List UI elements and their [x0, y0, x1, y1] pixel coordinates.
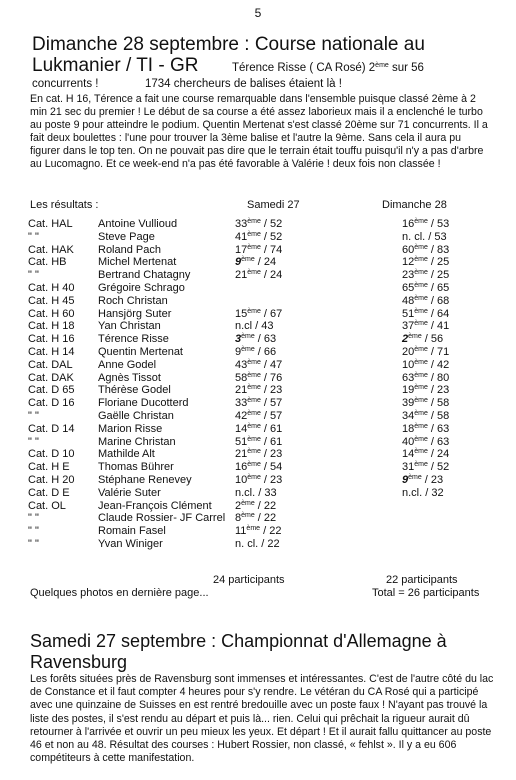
sunday-result-cell: 63ème / 80 [402, 371, 450, 384]
saturday-result-cell: 10ème / 23 [235, 473, 283, 486]
name-cell: Grégoire Schrago [98, 281, 185, 294]
category-cell: Cat. HAK [28, 243, 74, 256]
category-cell: Cat. H 16 [28, 333, 75, 346]
name-cell: Claude Rossier- JF Carrel [98, 512, 226, 525]
saturday-result-cell: 9ème / 24 [235, 256, 277, 269]
name-cell: Mathilde Alt [98, 448, 155, 461]
category-cell: " " [28, 230, 39, 243]
sunday-result-cell [402, 538, 492, 551]
category-cell: Cat. H 14 [28, 345, 75, 358]
sunday-result-cell: 19ème / 23 [402, 384, 450, 397]
results-row [28, 461, 492, 474]
sunday-header: Dimanche 28 [382, 199, 447, 211]
category-cell: Cat. D E [28, 486, 70, 499]
article2-paragraph: Les forêts situées près de Ravensburg sont immenses et intéressantes. C'est de l'autre côté du lac de Constance et il faut compter 4 heures pour s'y rendre. Le vétéran du CA Rosé qui a participé avec une quinzaine de Suisses en est rentré bredouille avec un poste faux ! N'ayant pas trouvé la liste des postes, il s'est rendu au départ et puis là... rien. Celui qui prêchait la rigueur aurait dû retourner à l'arrivée et ouvrir un peu mieux les yeux. Et départ ! Et il aurait fallu quittancer au poste 46 et non au 48. Résultat des courses : Hubert Rossier, non classé, « fehlst ». Il y a eu 606 compétiteurs à cette manifestation. [30, 673, 494, 765]
sunday-result-cell: 12ème / 25 [402, 256, 450, 269]
results-row [28, 359, 492, 372]
saturday-result-cell: n.cl / 43 [235, 320, 274, 333]
saturday-result-cell: 41ème / 52 [235, 230, 283, 243]
name-cell: Jean-François Clément [98, 499, 212, 512]
saturday-result-cell: 17ème / 74 [235, 243, 283, 256]
sunday-result-cell: 40ème / 63 [402, 435, 450, 448]
results-row [28, 448, 492, 461]
article1-title-line2: Lukmanier / TI - GR [32, 55, 199, 76]
results-row [28, 423, 492, 436]
name-cell: Marion Risse [98, 422, 163, 435]
results-row [28, 384, 492, 397]
category-cell: Cat. HB [28, 256, 67, 269]
results-row [28, 218, 492, 231]
saturday-result-cell: 3ème / 63 [235, 333, 277, 346]
saturday-result-cell: 11ème / 22 [235, 525, 282, 538]
name-cell: Steve Page [98, 230, 155, 243]
sunday-result-cell: 18ème / 63 [402, 422, 450, 435]
name-cell: Agnès Tissot [98, 371, 161, 384]
name-cell: Stéphane Renevey [98, 473, 192, 486]
results-row [28, 295, 492, 308]
results-row [28, 231, 492, 244]
sunday-result-cell: 2ème / 56 [402, 333, 444, 346]
saturday-result-cell: 15ème / 67 [235, 307, 283, 320]
saturday-result-cell: 21ème / 23 [235, 448, 283, 461]
saturday-result-cell: 42ème / 57 [235, 409, 283, 422]
page-number: 5 [254, 6, 262, 20]
category-cell: " " [28, 409, 39, 422]
category-cell: Cat. D 14 [28, 422, 75, 435]
name-cell: Michel Mertenat [98, 256, 177, 269]
results-row [28, 372, 492, 385]
article1-chercheurs: 1734 chercheurs de balises étaient là ! [145, 78, 342, 90]
results-table [28, 218, 492, 551]
sunday-result-cell: 10ème / 42 [402, 358, 450, 371]
sunday-participants: 22 participants [386, 574, 458, 586]
category-cell: Cat. H 18 [28, 320, 75, 333]
saturday-result-cell: 33ème / 52 [235, 218, 283, 230]
category-cell: Cat. DAL [28, 358, 73, 371]
name-cell: Floriane Ducotterd [98, 397, 189, 410]
article1-paragraph: En cat. H 16, Térence a fait une course remarquable dans l'ensemble puisque classé 2ème à 2 min 21 sec du premier ! Le début de sa course a été assez laborieux mais il a enclenché le turbo au poste 9 pour atteindre le podium. Quentin Mertenat s'est classé 20ème sur 71 concurrents. Il a fait deux boulettes : l'une pour trouver la 3ème balise et l'autre la 9ème. Sans cela il aura pu figurer dans le top ten. On ne pouvait pas dire que le terrain était touffu puisqu'il n'y a pas d'arbre au Lucomagno. Et ce week-end n'a pas été favorable à Valérie ! deux fois non classée ! [30, 93, 488, 170]
saturday-result-cell: 2ème / 22 [235, 499, 277, 512]
results-row [28, 500, 492, 513]
sunday-result-cell: n.cl. / 32 [402, 486, 444, 499]
results-row [28, 256, 492, 269]
name-cell: Térence Risse [98, 333, 169, 346]
results-row [28, 269, 492, 282]
sunday-result-cell [402, 500, 492, 513]
results-row [28, 525, 492, 538]
article2-title-line1: Samedi 27 septembre : Championnat d'Allemagne à [30, 631, 447, 651]
saturday-result-cell: 21ème / 23 [235, 384, 283, 397]
article1-author-note: Térence Risse ( CA Rosé) 2ème sur 56 [232, 62, 424, 74]
name-cell: Gaëlle Christan [98, 409, 174, 422]
name-cell: Roland Pach [98, 243, 161, 256]
category-cell: " " [28, 512, 39, 525]
results-row [28, 436, 492, 449]
results-row [28, 333, 492, 346]
results-row [28, 244, 492, 257]
name-cell: Quentin Mertenat [98, 345, 183, 358]
sunday-result-cell: 14ème / 24 [402, 448, 450, 461]
name-cell: Marine Christan [98, 435, 176, 448]
saturday-result-cell: n. cl. / 22 [235, 537, 280, 550]
sunday-result-cell: 48ème / 68 [402, 294, 450, 307]
saturday-result-cell: 58ème / 76 [235, 371, 283, 384]
results-row [28, 538, 492, 551]
sunday-result-cell: 51ème / 64 [402, 307, 450, 320]
saturday-result-cell: 33ème / 57 [235, 397, 283, 410]
name-cell: Thérèse Godel [98, 384, 171, 397]
category-cell: " " [28, 525, 39, 538]
results-label: Les résultats : [30, 199, 99, 211]
saturday-result-cell: 8ème / 22 [235, 512, 277, 525]
category-cell: Cat. D 65 [28, 384, 75, 397]
sunday-result-cell: 23ème / 25 [402, 269, 450, 282]
category-cell: Cat. H 20 [28, 473, 75, 486]
name-cell: Hansjörg Suter [98, 307, 172, 320]
name-cell: Romain Fasel [98, 525, 166, 538]
name-cell: Yvan Winiger [98, 537, 163, 550]
results-row [28, 487, 492, 500]
article1-title-line1: Dimanche 28 septembre : Course nationale au [32, 34, 425, 55]
category-cell: Cat. DAK [28, 371, 74, 384]
results-row [28, 410, 492, 423]
name-cell: Thomas Bührer [98, 461, 174, 474]
category-cell: " " [28, 269, 39, 282]
saturday-result-cell: 14ème / 61 [235, 422, 283, 435]
sunday-result-cell: 60ème / 83 [402, 243, 450, 256]
sunday-result-cell [402, 512, 492, 525]
category-cell: Cat. D 10 [28, 448, 75, 461]
category-cell: " " [28, 537, 39, 550]
category-cell: Cat. H 60 [28, 307, 75, 320]
results-row [28, 320, 492, 333]
category-cell: Cat. H 45 [28, 294, 75, 307]
sunday-result-cell: 34ème / 58 [402, 409, 450, 422]
saturday-result-cell [235, 295, 402, 308]
sunday-result-cell: 9ème / 23 [402, 473, 444, 486]
category-cell: Cat. OL [28, 499, 66, 512]
saturday-result-cell [235, 282, 402, 295]
article1-concurrents: concurrents ! [32, 78, 99, 90]
results-row [28, 308, 492, 321]
saturday-header: Samedi 27 [247, 199, 300, 211]
sunday-result-cell: 16ème / 53 [402, 218, 450, 230]
saturday-result-cell: 21ème / 24 [235, 269, 283, 282]
category-cell: Cat. D 16 [28, 397, 75, 410]
saturday-result-cell: 51ème / 61 [235, 435, 283, 448]
sunday-result-cell: 20ème / 71 [402, 345, 450, 358]
sunday-result-cell: n. cl. / 53 [402, 230, 447, 243]
sunday-result-cell: 65ème / 65 [402, 281, 450, 294]
results-row [28, 346, 492, 359]
sunday-result-cell: 31ème / 52 [402, 461, 450, 474]
name-cell: Bertrand Chatagny [98, 269, 191, 282]
article2-title-line2: Ravensburg [30, 652, 128, 672]
saturday-result-cell: n.cl. / 33 [235, 486, 277, 499]
photos-note: Quelques photos en dernière page... [30, 587, 209, 599]
category-cell: Cat. HAL [28, 218, 73, 230]
saturday-result-cell: 43ème / 47 [235, 358, 283, 371]
sunday-result-cell [402, 525, 492, 538]
name-cell: Valérie Suter [98, 486, 161, 499]
saturday-result-cell: 9ème / 66 [235, 345, 277, 358]
category-cell: Cat. H E [28, 461, 70, 474]
results-body [28, 218, 492, 551]
sunday-result-cell: 39ème / 58 [402, 397, 450, 410]
category-cell: " " [28, 435, 39, 448]
name-cell: Roch Christan [98, 294, 168, 307]
total-participants: Total = 26 participants [372, 587, 480, 599]
sunday-result-cell: 37ème / 41 [402, 320, 450, 333]
results-row [28, 474, 492, 487]
results-row [28, 282, 492, 295]
category-cell: Cat. H 40 [28, 281, 75, 294]
name-cell: Antoine Vullioud [98, 218, 178, 230]
results-row [28, 512, 492, 525]
saturday-participants: 24 participants [213, 574, 285, 586]
name-cell: Anne Godel [98, 358, 157, 371]
saturday-result-cell: 16ème / 54 [235, 461, 283, 474]
results-row [28, 397, 492, 410]
name-cell: Yan Christan [98, 320, 161, 333]
